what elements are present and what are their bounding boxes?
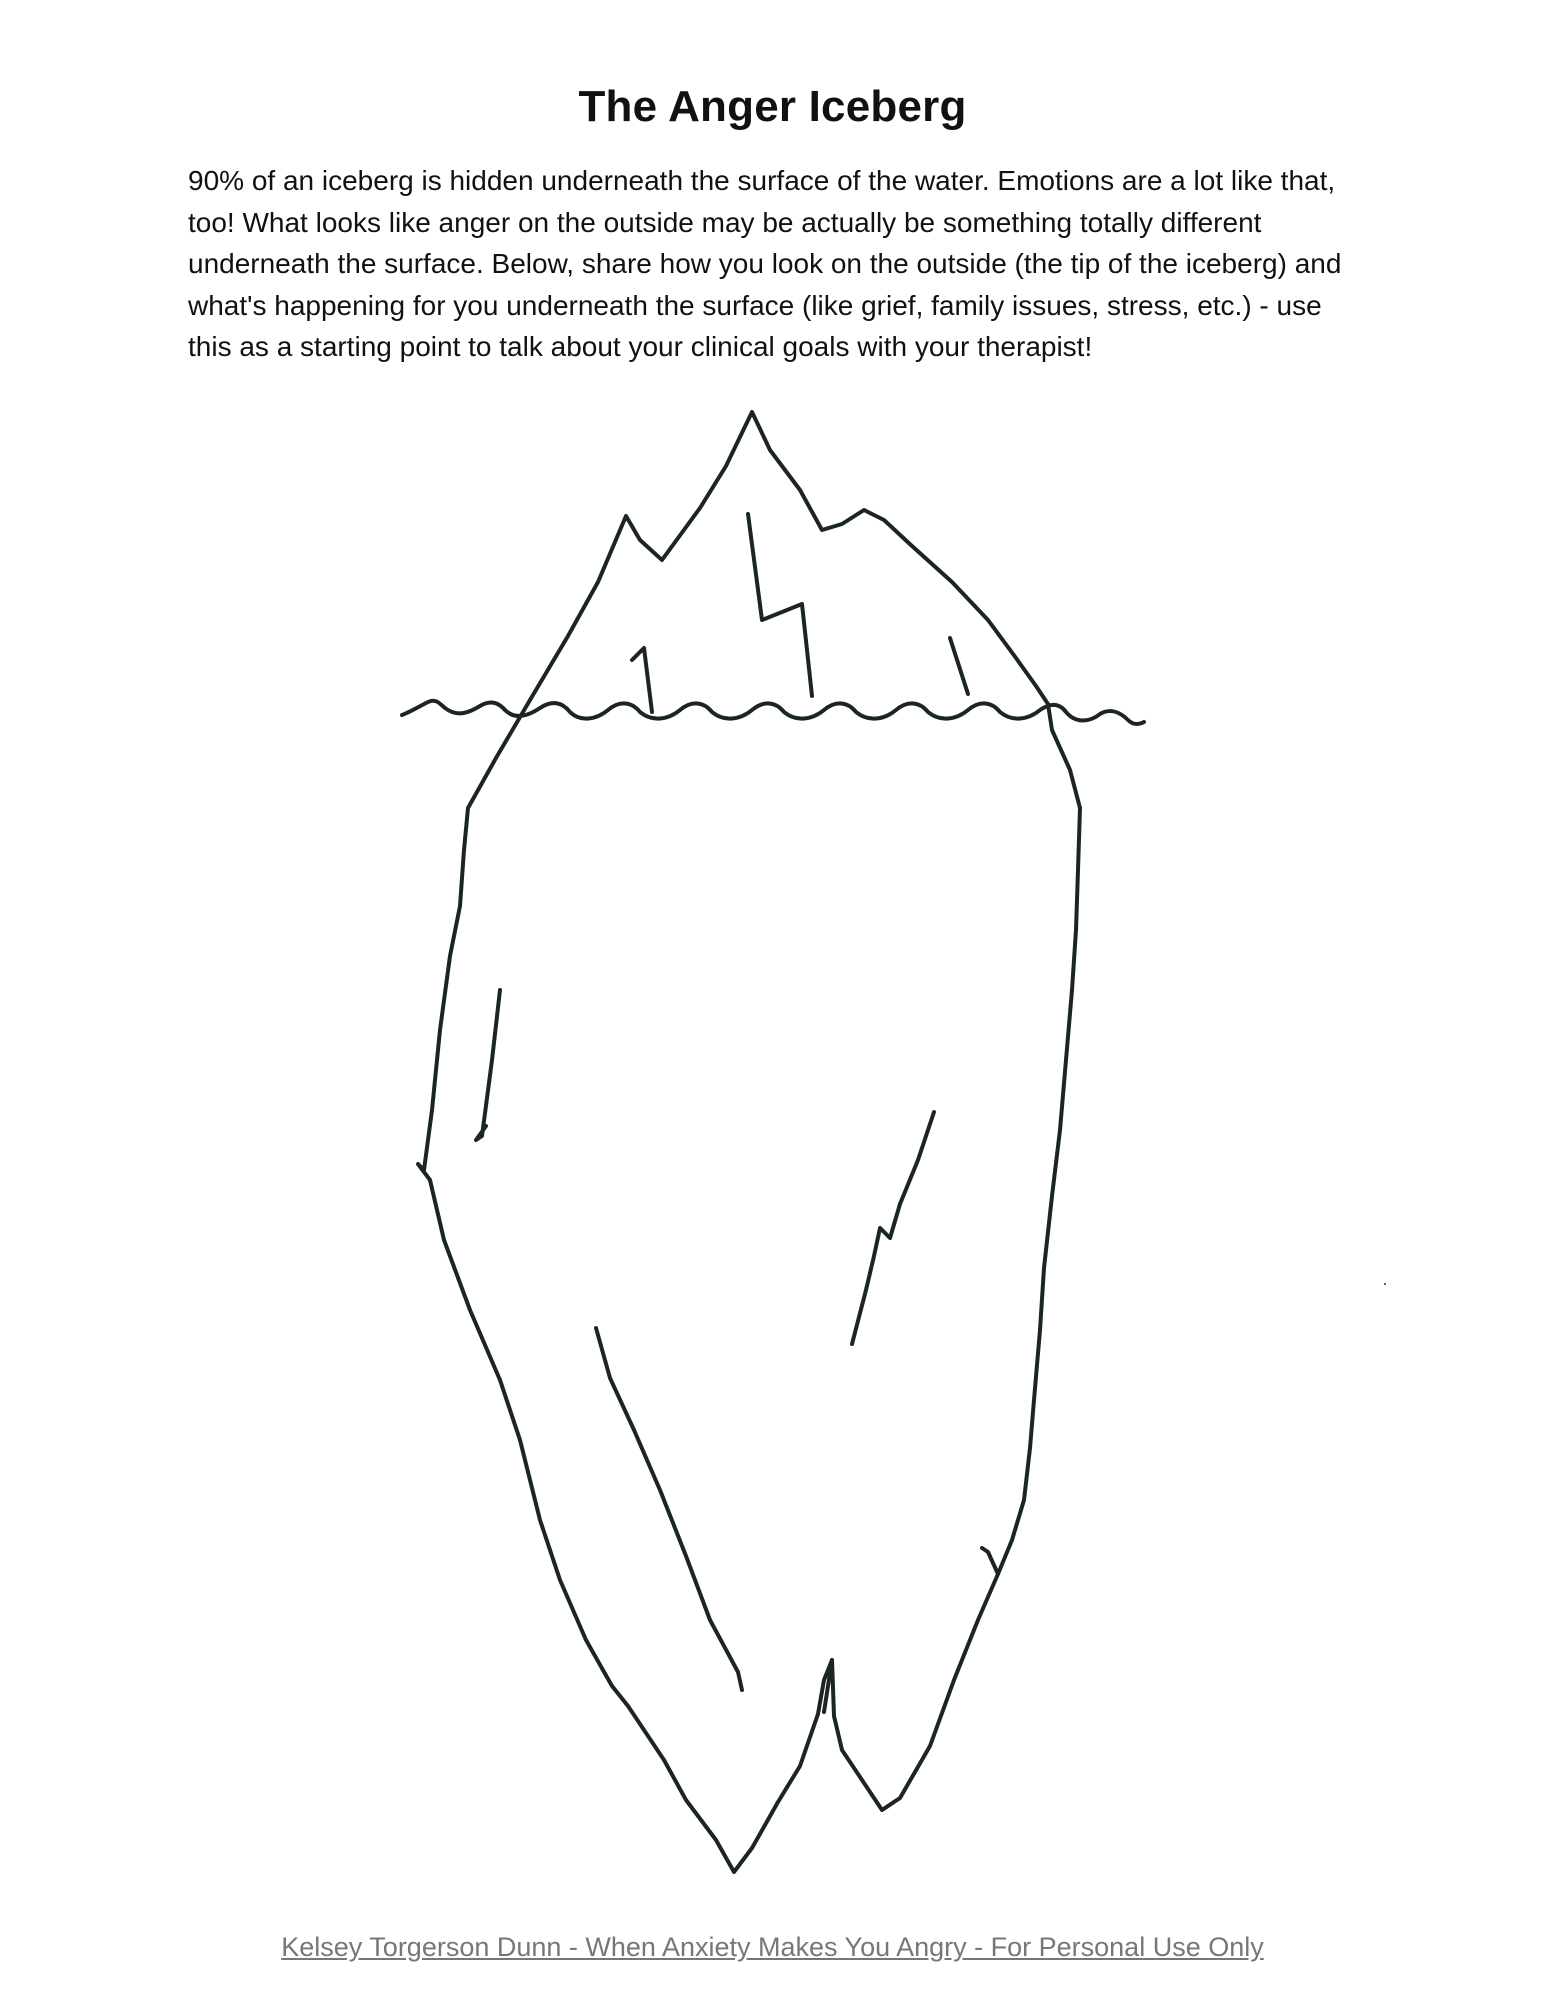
body-crack-1 (476, 990, 500, 1140)
body-crack-3 (596, 1328, 742, 1690)
body-crack-2 (852, 1112, 934, 1344)
iceberg-body-outline (418, 700, 1080, 1872)
intro-paragraph: 90% of an iceberg is hidden underneath the surface of the water. Emotions are a lot like that, too! What looks like anger on the outside may be actually be something totally different underneath the surface. Below, share how you look on the outside (the tip of the iceberg) and what's happening for you underneath the surface (like grief, family issues, stress, etc.) - use this as a starting point to talk about your clinical goals with your therapist! (188, 165, 1342, 362)
footer-credit: Kelsey Torgerson Dunn - When Anxiety Makes You Angry - For Personal Use Only (281, 1932, 1264, 1962)
tip-crack-1 (748, 514, 812, 696)
body-notch-right (982, 1548, 998, 1574)
stray-mark (1384, 1283, 1386, 1285)
tip-crack-2 (632, 648, 652, 712)
page-title: The Anger Iceberg (578, 82, 967, 131)
water-line (402, 701, 1144, 724)
tip-crack-3 (950, 638, 968, 694)
iceberg-tip-outline (530, 412, 1048, 704)
